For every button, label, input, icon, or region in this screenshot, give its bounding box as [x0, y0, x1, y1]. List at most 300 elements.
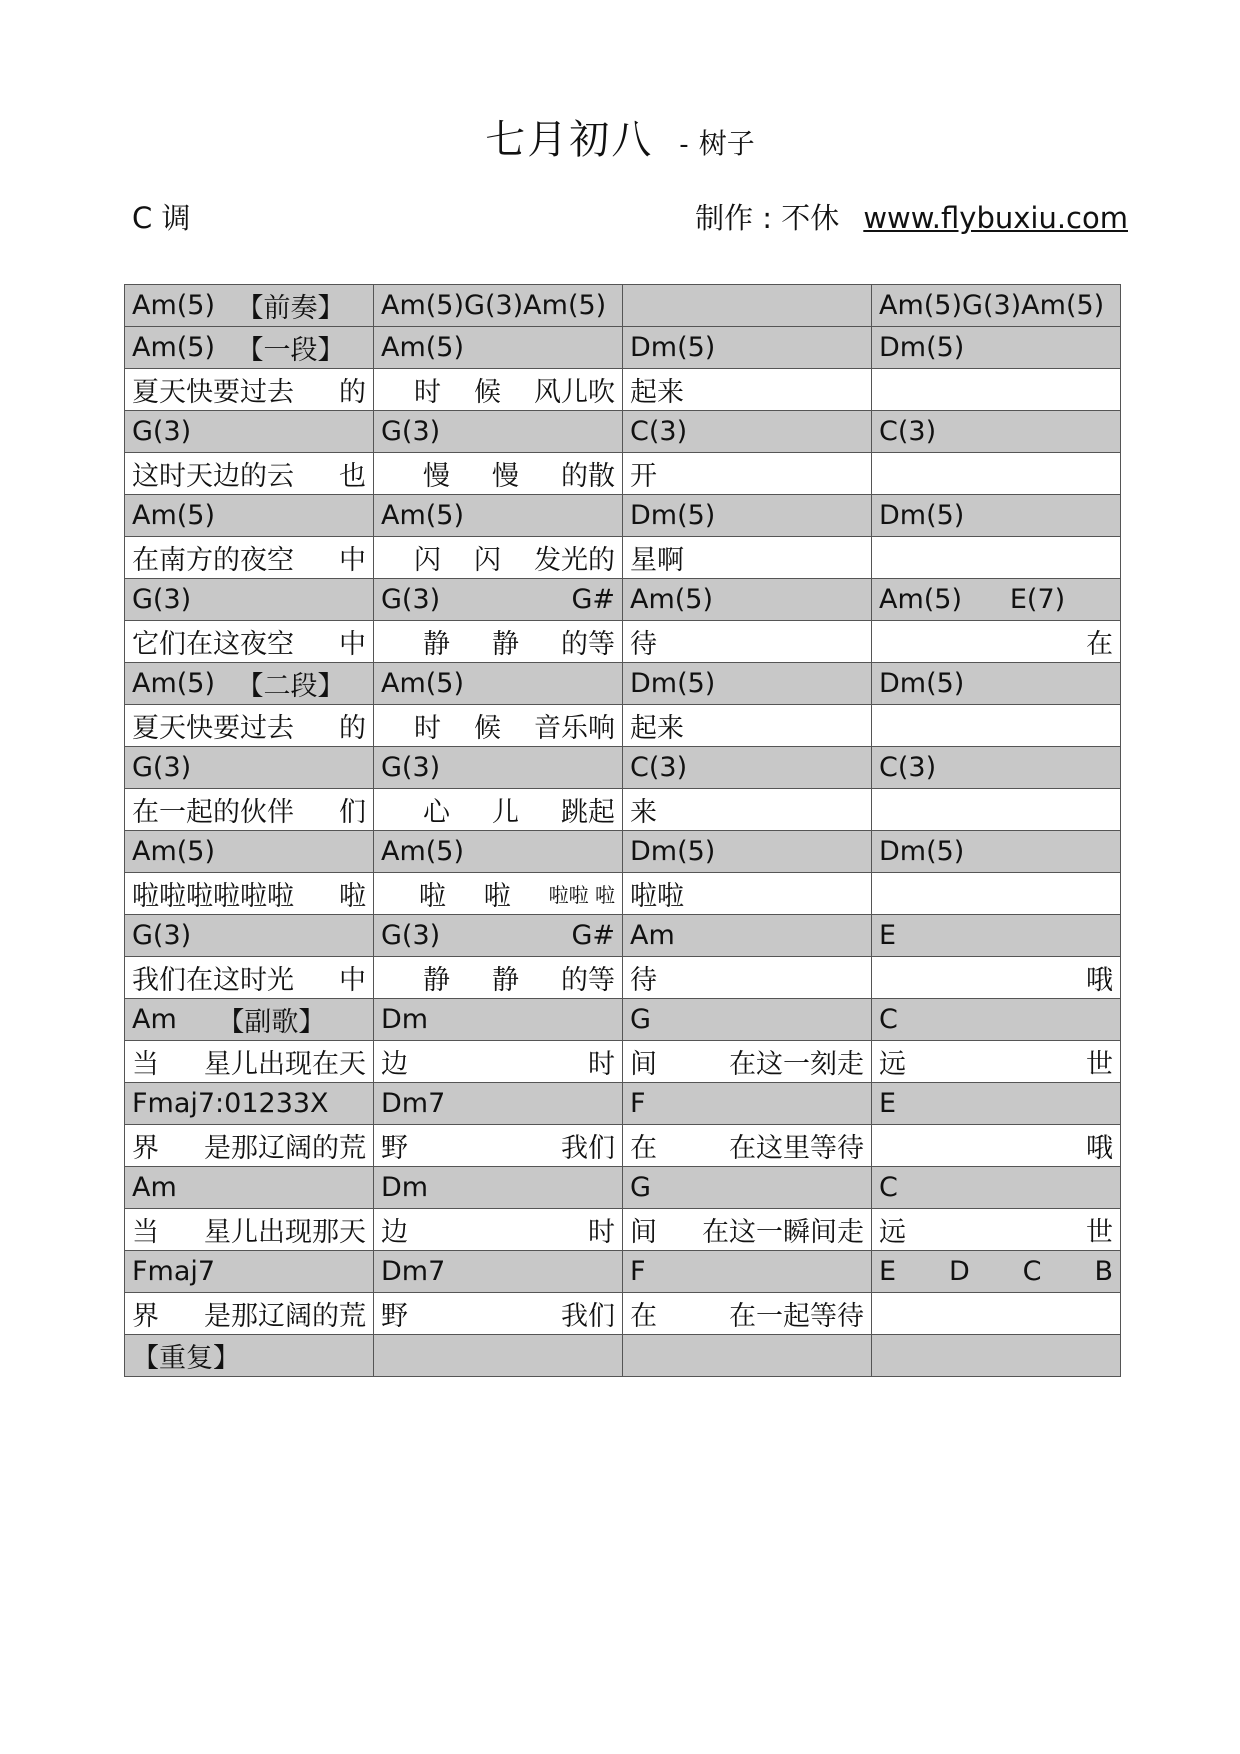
- lyric-text: 远: [879, 1049, 906, 1080]
- chord-cell: [872, 1167, 1121, 1209]
- lyric-text: 夏天快要过去: [132, 377, 294, 408]
- lyric-text: 中: [339, 545, 366, 576]
- lyric-cell: [872, 1293, 1121, 1335]
- cell-content: [630, 1088, 864, 1119]
- lyric-text: 在这里等待: [729, 1133, 864, 1164]
- cell-content: [630, 706, 864, 745]
- cell-content: [132, 1172, 366, 1203]
- chord-cell: [374, 1083, 623, 1125]
- cell-content: [879, 332, 1113, 363]
- chord-cell: [125, 495, 374, 537]
- cell-content: [381, 370, 615, 409]
- lyric-text: 静: [492, 965, 519, 996]
- lyric-cell: [623, 789, 872, 831]
- lyric-text: 时: [414, 377, 441, 408]
- cell-content: [132, 454, 366, 493]
- lyric-text: 慢: [492, 461, 519, 492]
- lyric-text: 我们: [561, 1301, 615, 1332]
- lyric-text: 啦啦 啦: [548, 883, 615, 907]
- chord-cell: [872, 915, 1121, 957]
- lyric-text: 间: [630, 1217, 657, 1248]
- chord-row: [125, 999, 1121, 1041]
- cell-content: [879, 290, 1113, 321]
- lyric-cell: [125, 1209, 374, 1251]
- chord-cell: [125, 1251, 374, 1293]
- cell-content: [132, 706, 366, 745]
- chord-text: Am(5): [132, 668, 216, 699]
- cell-content: [381, 1172, 615, 1203]
- chord-text: Am(5): [381, 332, 465, 363]
- chord-cell: [872, 663, 1121, 705]
- cell-content: [381, 1088, 615, 1119]
- cell-content: [630, 836, 864, 867]
- cell-content: [879, 920, 1113, 951]
- lyric-text: 哦: [1086, 965, 1113, 996]
- cell-content: [132, 500, 366, 531]
- chord-row: [125, 1167, 1121, 1209]
- cell-content: [630, 790, 864, 829]
- chord-cell: [125, 579, 374, 621]
- chord-cell: [374, 663, 623, 705]
- cell-content: [879, 584, 1113, 615]
- chord-cell: [374, 1335, 623, 1377]
- lyric-text: 静: [423, 629, 450, 660]
- chord-text: G(3): [132, 584, 192, 615]
- lyric-cell: [872, 1041, 1121, 1083]
- cell-content: [132, 1126, 366, 1165]
- lyric-row: [125, 453, 1121, 495]
- cell-content: [132, 416, 366, 447]
- lyric-text: 们: [339, 797, 366, 828]
- chord-cell: [623, 411, 872, 453]
- chord-text: G(3): [132, 920, 192, 951]
- cell-content: [381, 790, 615, 829]
- lyric-text: 星儿出现在天: [204, 1049, 366, 1080]
- lyric-text: 界: [132, 1133, 159, 1164]
- chord-text: Am(5): [381, 668, 465, 699]
- cell-content: [630, 1294, 864, 1333]
- lyric-row: [125, 1041, 1121, 1083]
- chord-text: G(3): [132, 416, 192, 447]
- cell-content: [132, 790, 366, 829]
- lyric-row: [125, 621, 1121, 663]
- cell-content: [132, 328, 366, 367]
- lyric-text: 间: [630, 1049, 657, 1080]
- chord-row: [125, 1335, 1121, 1377]
- lyric-text: 候: [474, 377, 501, 408]
- chord-cell: [872, 747, 1121, 789]
- chord-row: [125, 1251, 1121, 1293]
- chord-cell: [872, 1251, 1121, 1293]
- lyric-cell: [623, 621, 872, 663]
- cell-content: [879, 416, 1113, 447]
- lyric-text: 静: [492, 629, 519, 660]
- chord-text: 【一段】: [236, 335, 345, 366]
- lyric-cell: [125, 873, 374, 915]
- lyric-text: 闪: [474, 545, 501, 576]
- lyric-cell: [125, 957, 374, 999]
- chord-row: [125, 327, 1121, 369]
- cell-content: [381, 874, 615, 913]
- cell-content: [630, 584, 864, 615]
- lyric-text: 时: [588, 1049, 615, 1080]
- chord-cell: [374, 327, 623, 369]
- lyric-cell: [374, 873, 623, 915]
- chord-text: C: [879, 1004, 898, 1035]
- maker-credit: 制作 : 不休: [695, 201, 840, 235]
- cell-content: [132, 1256, 366, 1287]
- lyric-text: 当: [132, 1217, 159, 1248]
- cell-content: [879, 500, 1113, 531]
- lyric-text: 当: [132, 1049, 159, 1080]
- chord-text: Dm(5): [630, 836, 716, 867]
- chord-cell: [623, 1251, 872, 1293]
- cell-content: [381, 668, 615, 699]
- cell-content: [879, 622, 1113, 661]
- chord-text: C(3): [879, 752, 937, 783]
- cell-content: [630, 668, 864, 699]
- chord-cell: [623, 999, 872, 1041]
- chord-cell: [374, 285, 623, 327]
- chord-cell: [872, 579, 1121, 621]
- lyric-cell: [872, 453, 1121, 495]
- chord-cell: [125, 1335, 374, 1377]
- chord-cell: [374, 747, 623, 789]
- chord-text: Dm(5): [879, 668, 965, 699]
- chord-cell: [872, 495, 1121, 537]
- lyric-text: 世: [1086, 1049, 1113, 1080]
- cell-content: [132, 920, 366, 951]
- cell-content: [132, 1088, 366, 1119]
- lyric-text: 边: [381, 1217, 408, 1248]
- chord-cell: [125, 1167, 374, 1209]
- cell-content: [879, 1004, 1113, 1035]
- lyric-text: 的等: [561, 629, 615, 660]
- lyric-text: 开: [630, 461, 657, 492]
- lyric-text: 在: [630, 1133, 657, 1164]
- chord-cell: [872, 411, 1121, 453]
- chord-text: Am(5): [132, 836, 216, 867]
- lyric-cell: [623, 1041, 872, 1083]
- lyric-text: 的: [339, 377, 366, 408]
- lyric-cell: [125, 621, 374, 663]
- chord-row: [125, 747, 1121, 789]
- song-artist: 树子: [698, 127, 755, 160]
- lyric-text: 中: [339, 965, 366, 996]
- cell-content: [381, 1004, 615, 1035]
- cell-content: [630, 920, 864, 951]
- key-label: C 调: [132, 201, 191, 235]
- lyric-text: 这时天边的云: [132, 461, 294, 492]
- cell-content: [132, 584, 366, 615]
- cell-content: [879, 1126, 1113, 1165]
- cell-content: [630, 1004, 864, 1035]
- chord-text: Am(5): [132, 290, 216, 321]
- title-line: [0, 108, 1240, 165]
- cell-content: [381, 332, 615, 363]
- chord-text: 【前奏】: [236, 293, 345, 324]
- cell-content: [132, 538, 366, 577]
- lyric-text: 儿: [492, 797, 519, 828]
- lyric-cell: [125, 369, 374, 411]
- chord-cell: [125, 747, 374, 789]
- chord-cell: [623, 747, 872, 789]
- lyric-cell: [374, 1293, 623, 1335]
- lyric-cell: [374, 1041, 623, 1083]
- cell-content: [132, 370, 366, 409]
- chord-text: Am(5): [132, 332, 216, 363]
- chord-cell: [125, 915, 374, 957]
- chord-cell: [125, 285, 374, 327]
- chord-text: 【副歌】: [217, 1007, 326, 1038]
- cell-content: [381, 290, 615, 321]
- lyric-text: 远: [879, 1217, 906, 1248]
- lyric-cell: [623, 1125, 872, 1167]
- cell-content: [879, 1256, 1113, 1287]
- chord-row: [125, 285, 1121, 327]
- chord-text: Am: [630, 920, 675, 951]
- chord-row: [125, 663, 1121, 705]
- cell-content: [132, 664, 366, 703]
- chord-cell: [374, 1251, 623, 1293]
- lyric-text: 哦: [1086, 1133, 1113, 1164]
- cell-content: [381, 706, 615, 745]
- lyric-text: 啦: [339, 881, 366, 912]
- lyric-cell: [125, 537, 374, 579]
- lyric-cell: [125, 453, 374, 495]
- chord-cell: [623, 663, 872, 705]
- chord-text: Am(5)G(3)Am(5): [879, 290, 1105, 321]
- lyric-text: 起来: [630, 377, 684, 408]
- cell-content: [381, 752, 615, 783]
- cell-content: [630, 622, 864, 661]
- chord-text: E: [879, 1088, 897, 1119]
- chord-text: C: [879, 1172, 898, 1203]
- chord-cell: [623, 1083, 872, 1125]
- lyric-row: [125, 873, 1121, 915]
- chord-text: Am(5): [381, 836, 465, 867]
- chord-row: [125, 411, 1121, 453]
- chord-text: B: [1094, 1256, 1113, 1287]
- cell-content: [630, 1042, 864, 1081]
- cell-content: [132, 1000, 366, 1039]
- cell-content: [630, 1126, 864, 1165]
- lyric-cell: [374, 1125, 623, 1167]
- lyric-cell: [125, 1293, 374, 1335]
- chord-text: G#: [571, 920, 615, 951]
- lyric-cell: [374, 789, 623, 831]
- cell-content: [132, 1210, 366, 1249]
- chord-text: G#: [571, 584, 615, 615]
- cell-content: [381, 584, 615, 615]
- chord-cell: [125, 831, 374, 873]
- cell-content: [381, 958, 615, 997]
- lyric-text: 中: [339, 629, 366, 660]
- lyric-cell: [623, 705, 872, 747]
- lyric-cell: [872, 873, 1121, 915]
- lyric-cell: [374, 537, 623, 579]
- cell-content: [381, 1294, 615, 1333]
- lyric-cell: [623, 1209, 872, 1251]
- chord-text: C(3): [630, 416, 688, 447]
- lyric-text: 待: [630, 965, 657, 996]
- chord-text: Am(5): [879, 584, 963, 615]
- song-title: 七月初八: [485, 117, 654, 163]
- lyric-text: 啦: [418, 881, 446, 912]
- cell-content: [132, 836, 366, 867]
- chord-text: C(3): [630, 752, 688, 783]
- lyric-cell: [374, 1209, 623, 1251]
- chord-text: 【重复】: [132, 1343, 240, 1374]
- chord-text: Fmaj7:01233X: [132, 1088, 329, 1119]
- chord-row: [125, 579, 1121, 621]
- lyric-cell: [623, 873, 872, 915]
- lyric-text: 来: [630, 797, 657, 828]
- chord-text: C(3): [879, 416, 937, 447]
- lyric-row: [125, 789, 1121, 831]
- lyric-text: 在南方的夜空: [132, 545, 294, 576]
- chord-cell: [623, 495, 872, 537]
- lyric-cell: [125, 1125, 374, 1167]
- chord-cell: [125, 663, 374, 705]
- lyric-cell: [872, 621, 1121, 663]
- cell-content: [879, 958, 1113, 997]
- lyric-text: 野: [381, 1301, 408, 1332]
- chord-cell: [872, 285, 1121, 327]
- cell-content: [630, 538, 864, 577]
- chord-text: F: [630, 1088, 646, 1119]
- chord-text: Dm(5): [630, 500, 716, 531]
- lyric-text: 起来: [630, 713, 684, 744]
- cell-content: [630, 1172, 864, 1203]
- lyric-text: 待: [630, 629, 657, 660]
- lyric-row: [125, 369, 1121, 411]
- chord-text: Am(5)G(3)Am(5): [381, 290, 607, 321]
- lyric-row: [125, 537, 1121, 579]
- cell-content: [381, 1210, 615, 1249]
- cell-content: [132, 1042, 366, 1081]
- lyric-text: 在一起等待: [729, 1301, 864, 1332]
- lyric-cell: [872, 957, 1121, 999]
- cell-content: [630, 332, 864, 363]
- chord-text: E: [879, 1256, 897, 1287]
- cell-content: [132, 622, 366, 661]
- lyric-text: 星啊: [630, 545, 684, 576]
- lyric-text: 在: [1086, 629, 1113, 660]
- lyric-text: 音乐响: [534, 713, 615, 744]
- chord-row: [125, 831, 1121, 873]
- lyric-text: 在: [630, 1301, 657, 1332]
- lyric-text: 它们在这夜空: [132, 629, 294, 660]
- lyric-text: 心: [423, 797, 450, 828]
- chord-cell: [374, 579, 623, 621]
- cell-content: [381, 454, 615, 493]
- chord-cell: [125, 411, 374, 453]
- cell-content: [879, 1172, 1113, 1203]
- chord-text: Dm(5): [879, 836, 965, 867]
- chord-text: Am: [132, 1004, 177, 1035]
- chord-text: Dm7: [381, 1088, 446, 1119]
- chord-text: Am(5): [381, 500, 465, 531]
- title-dash: -: [679, 130, 689, 160]
- chord-cell: [374, 831, 623, 873]
- chord-cell: [623, 285, 872, 327]
- chord-cell: [872, 831, 1121, 873]
- lyric-text: 我们: [561, 1133, 615, 1164]
- lyric-text: 慢: [423, 461, 450, 492]
- lyric-text: 在这一刻走: [729, 1049, 864, 1080]
- lyric-text: 野: [381, 1133, 408, 1164]
- lyric-cell: [872, 537, 1121, 579]
- lyric-text: 时: [588, 1217, 615, 1248]
- lyric-cell: [125, 789, 374, 831]
- lyric-text: 星儿出现那天: [204, 1217, 366, 1248]
- chord-sheet-table: [124, 284, 1121, 1377]
- cell-content: [879, 1088, 1113, 1119]
- cell-content: [381, 1042, 615, 1081]
- chord-cell: [374, 1167, 623, 1209]
- lyric-text: 在这一瞬间走: [702, 1217, 864, 1248]
- lyric-text: 的散: [561, 461, 615, 492]
- cell-content: [879, 752, 1113, 783]
- lyric-cell: [374, 621, 623, 663]
- lyric-text: 闪: [414, 545, 441, 576]
- lyric-row: [125, 957, 1121, 999]
- cell-content: [132, 752, 366, 783]
- chord-text: F: [630, 1256, 646, 1287]
- website-link[interactable]: www.flybuxiu.com: [863, 201, 1128, 235]
- lyric-text: 也: [339, 461, 366, 492]
- chord-cell: [623, 327, 872, 369]
- chord-cell: [623, 915, 872, 957]
- cell-content: [630, 454, 864, 493]
- chord-text: G(3): [132, 752, 192, 783]
- cell-content: [381, 836, 615, 867]
- lyric-text: 候: [474, 713, 501, 744]
- lyric-text: 时: [414, 713, 441, 744]
- chord-cell: [374, 999, 623, 1041]
- lyric-text: 界: [132, 1301, 159, 1332]
- chord-text: D: [948, 1256, 970, 1287]
- chord-text: G: [630, 1172, 651, 1203]
- chord-text: Dm(5): [879, 500, 965, 531]
- lyric-cell: [872, 705, 1121, 747]
- lyric-text: 的等: [561, 965, 615, 996]
- cell-content: [630, 370, 864, 409]
- lyric-text: 啦: [483, 881, 511, 912]
- lyric-row: [125, 705, 1121, 747]
- chord-sheet-body: [125, 285, 1121, 1377]
- chord-cell: [623, 1167, 872, 1209]
- lyric-text: 啦啦: [630, 881, 684, 912]
- chord-cell: [125, 999, 374, 1041]
- chord-text: G: [630, 1004, 651, 1035]
- cell-content: [630, 874, 864, 913]
- chord-row: [125, 495, 1121, 537]
- chord-cell: [623, 1335, 872, 1377]
- lyric-cell: [623, 1293, 872, 1335]
- chord-text: 【二段】: [236, 671, 345, 702]
- cell-content: [630, 958, 864, 997]
- lyric-cell: [374, 705, 623, 747]
- lyric-cell: [872, 1125, 1121, 1167]
- chord-cell: [623, 579, 872, 621]
- chord-text: E(7): [1009, 584, 1066, 615]
- chord-cell: [374, 915, 623, 957]
- lyric-text: 发光的: [534, 545, 615, 576]
- lyric-cell: [623, 957, 872, 999]
- lyric-cell: [374, 957, 623, 999]
